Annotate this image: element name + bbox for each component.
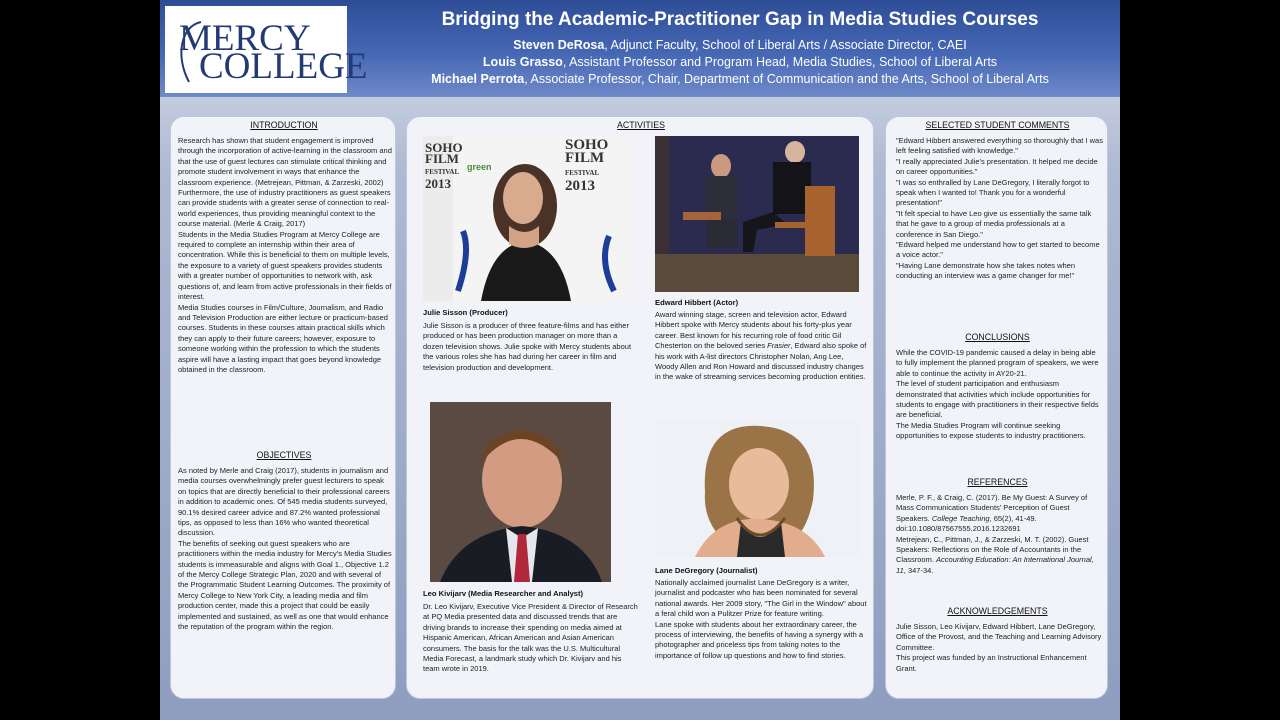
acknowledgements-heading: ACKNOWLEDGEMENTS — [947, 606, 1048, 616]
objectives-text: As noted by Merle and Craig (2017), students in journalism and media courses overwhelmingly prefer guest lecturers to speak on topics that are directly beneficial to their professional careers in addition to academic ones. Of 545 media students surveyed, 90.1% desired career advice and 87.2% wanted professional tips, as opposed to less than 16% who wanted theoretical discussion. The benefits of seeking out guest speakers who are practitioners within the media industry for Mercy's Media Studies students is immeasurable and aligns with Goal 1., Objective 1.2 of the Mercy College Strategic Plan, 2020 and with several of the Programmatic Student Learning Outcomes. The proximity of Mercy College to New York City, a leading media and film production center, made this a project that could be easily implemented and sustained, as well as one that would enhance the reputation of the program within the region. — [178, 466, 392, 632]
julie-sisson-photo: SOHO FILM FESTIVAL 2013 SOHO FILM FESTIVAL 2013 green — [423, 136, 628, 301]
activities-heading: ACTIVITIES — [617, 120, 665, 130]
julie-caption: Julie Sisson (Producer) — [423, 308, 508, 317]
student-comments — [896, 136, 1104, 282]
conclusions-heading: CONCLUSIONS — [965, 332, 1030, 342]
comment-item: "Edward helped me understand how to get started to become a voice actor." — [896, 240, 1100, 260]
leo-caption: Leo Kivijarv (Media Researcher and Analyst) — [423, 589, 584, 598]
author-line: Michael Perrota, Associate Professor, Chair, Department of Communication and the Arts, School of Liberal Arts — [431, 72, 1049, 86]
comment-item: "I really appreciated Julie's presentation. It helped me decide on career opportunities." — [896, 156, 1098, 177]
references-heading: REFERENCES — [967, 477, 1028, 487]
right-panel — [885, 116, 1108, 699]
poster — [160, 0, 1120, 720]
objectives-heading: OBJECTIVES — [256, 450, 312, 460]
poster-header — [160, 0, 1120, 97]
author-line: Louis Grasso, Assistant Professor and Program Head, Media Studies, School of Liberal Arts — [482, 55, 998, 69]
left-panel — [170, 116, 396, 699]
leo-text: Dr. Leo Kivijarv, Executive Vice President & Director of Research at PQ Media presented data and discussed trends that are driving brands to increase their spending on media aimed at Hispanic American, African American and Asian American consumers. The basis for the talk was the U.S. Multicultural Media Forecast, a landmark study which Dr. Kivijarv and his team wrote in 2019. — [423, 602, 638, 674]
introduction-heading: INTRODUCTION — [250, 120, 318, 130]
julie-text: Julie Sisson is a producer of three feature-films and has either produced or has been production manager on more than a dozen television shows. Julie spoke with Mercy students about the various roles she has had during her career in film and television production and development. — [423, 321, 632, 372]
conclusions-text: While the COVID-19 pandemic caused a delay in being able to fully implement the planned program of speakers, we were able to continue the activity in AY20-21. The level of student participation and enthusiasm demonstrated that activities which include opportunities for students to engage with practitioners in their respective fields are beneficial. The Media Studies Program will continue seeking opportunities to expose students to industry practitioners. — [896, 348, 1099, 441]
lane-degregory-photo — [655, 422, 861, 557]
mercy-college-logo — [165, 6, 368, 93]
leo-kivijarv-photo — [430, 402, 611, 582]
comment-item: "Having Lane demonstrate how she takes notes when conducting an interview was a game changer for me!" — [896, 260, 1076, 281]
comments-heading: SELECTED STUDENT COMMENTS — [925, 120, 1070, 130]
comment-item: "Edward Hibbert answered everything so thoroughly that I was left feeling satisfied with knowledge." — [896, 136, 1103, 156]
comment-item: "I was so enthralled by Lane DeGregory, I literally forgot to speak when I wanted to! Thank you for a wonderful presentation!" — [896, 177, 1090, 208]
activities-panel — [406, 116, 874, 699]
logo-text-mercy: MERCY — [179, 18, 311, 59]
author-line: Steven DeRosa, Adjunct Faculty, School of Liberal Arts / Associate Director, CAEI — [513, 38, 967, 52]
lane-caption: Lane DeGregory (Journalist) — [655, 566, 758, 575]
references-text: Merle, P. F., & Craig, C. (2017). Be My Guest: A Survey of Mass Communication Students' Perception of Guest Speakers. College Teaching, 65(2), 41-49. doi:10.1080/87567555.2016.1232691 Metrejean, C., Pittman, J., & Zarzeski, M. T. (2002). Guest Speakers: Reflections on the Role of Accountants in the Classroom. Accounting Education: An International Journal, 11, 347-34. — [896, 493, 1094, 575]
acknowledgements-text: Julie Sisson, Leo Kivijarv, Edward Hibbert, Lane DeGregory, Office of the Provost, and the Teaching and Learning Advisory Committee. This project was funded by an Instructional Enhancement Grant. — [896, 622, 1102, 673]
comment-item: "It felt special to have Leo give us essentially the same talk that he gave to a group of media professionals at a conference in San Diego." — [896, 208, 1092, 239]
edward-hibbert-photo — [655, 136, 859, 292]
logo-text-college: COLLEGE — [199, 46, 368, 87]
edward-caption: Edward Hibbert (Actor) — [655, 298, 739, 307]
poster-title: Bridging the Academic-Practitioner Gap in Media Studies Courses — [441, 9, 1039, 30]
edward-text: Award winning stage, screen and television actor, Edward Hibbert spoke with Mercy students about his forty-plus year career. Best known for his recurring role of food critic Gil Chesterton on the beloved series Frasier, Edward also spoke of his work with A-list directors Christopher Nolan, Ang Lee, Woody Allen and Ron Howard and discussed industry changes in the wake of streaming services becoming production entities. — [655, 310, 867, 382]
introduction-text: Research has shown that student engagement is improved through the incorporation of active-learning in the classroom and that the use of guest lectures can stimulate critical thinking and promote student involvement in ways that enhance the classroom experience. (Metrejean, Pittman, & Zarzeski, 2002) Furthermore, the use of industry practitioners as guest speakers can provide students with a greater sense of connection to real-world experiences, thus providing meaningful context to the course material. (Merle & Craig, 2017) Students in the Media Studies Program at Mercy College are required to complete an internship within their area of concentration. While this is beneficial to them on multiple levels, the exposure to a variety of guest speakers provides students with a greater number of opportunities to network with, ask questions of, and learn from active professionals in their fields of interest. Media Studies courses in Film/Culture, Journalism, and Radio and Television Production are either lecture or practicum-based courses. Students in these courses attain practical skills which they can apply to their future careers; however, exposure to someone working within the profession to which the students aspire will have a lasting impact that goes beyond knowledge obtained in the classroom. — [178, 136, 392, 374]
lane-text: Nationally acclaimed journalist Lane DeGregory is a writer, journalist and podcaster who has been nominated for several national awards. Her 2009 story, "The Girl in the Window" about a feral child won a Pulitzer Prize for feature writing. Lane spoke with students about her extraordinary career, the process of interviewing, the benefits of having a synergy with a photographer and priceless tips from taking notes to the importance of follow up questions and how to find stories. — [655, 578, 867, 660]
